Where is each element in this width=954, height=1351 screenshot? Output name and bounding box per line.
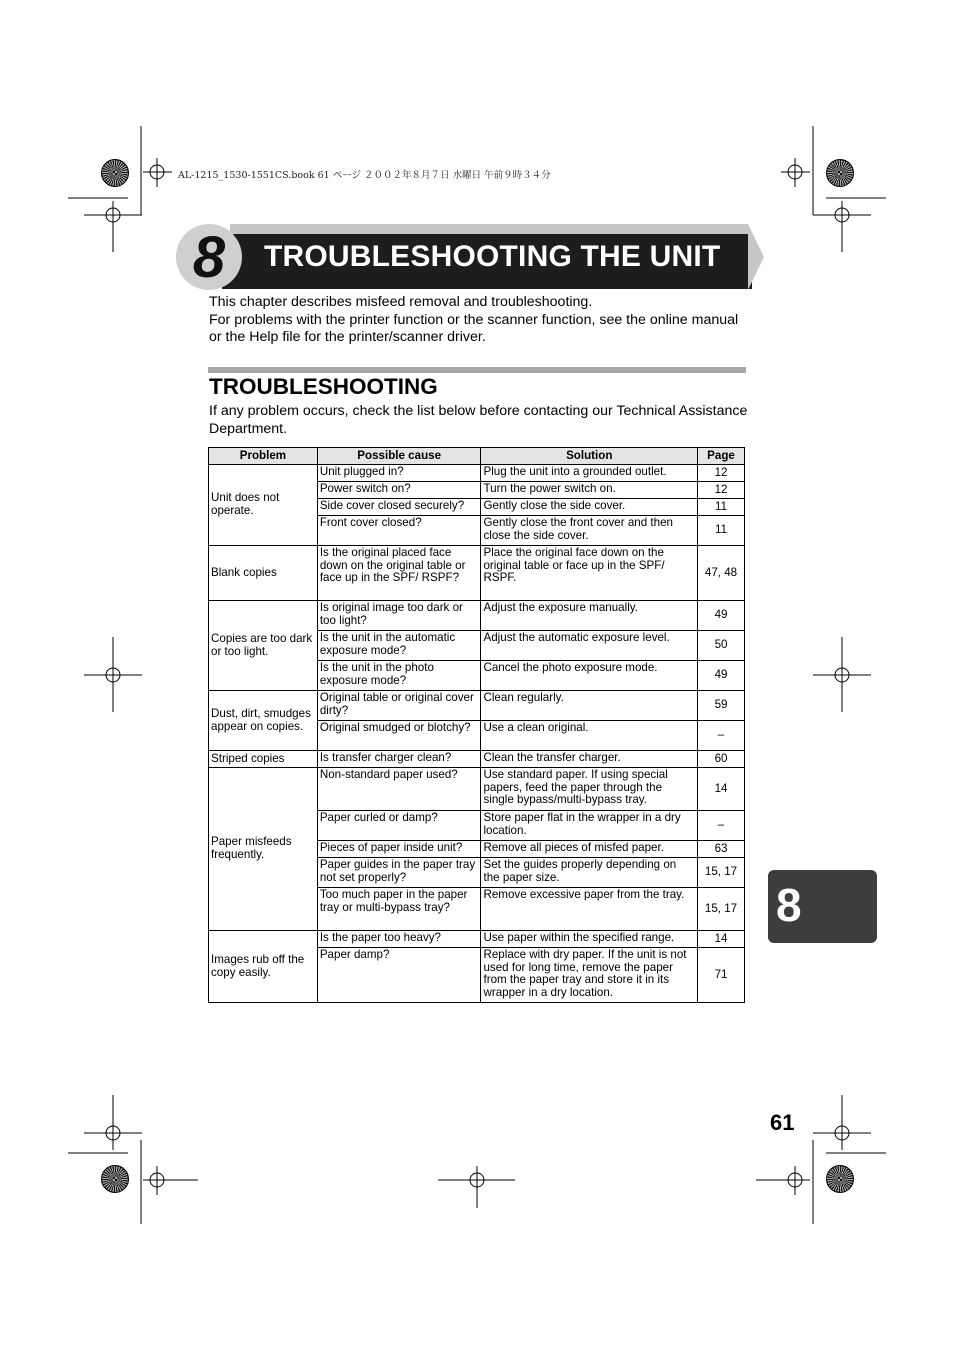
- page-cell: 14: [698, 931, 745, 948]
- table-header-row: [209, 448, 745, 465]
- table-row: [209, 601, 745, 631]
- column-header: Problem: [209, 448, 318, 465]
- cause-cell: Side cover closed securely?: [317, 499, 481, 516]
- table-row: [209, 751, 745, 768]
- solution-cell: Replace with dry paper. If the unit is not used for long time, remove the paper from the paper tray and store it in its wrapper in a dry location.: [481, 948, 698, 1003]
- solution-cell: Plug the unit into a grounded outlet.: [481, 465, 698, 482]
- table-row: [209, 931, 745, 948]
- chapter-side-tab-number: 8: [776, 879, 802, 931]
- page-cell: 11: [698, 516, 745, 546]
- page-cell: 63: [698, 841, 745, 858]
- page-cell: 49: [698, 601, 745, 631]
- solution-cell: Use paper within the specified range.: [481, 931, 698, 948]
- solution-cell: Use a clean original.: [481, 721, 698, 751]
- page-cell: 50: [698, 631, 745, 661]
- column-header: Page: [698, 448, 745, 465]
- solution-cell: Gently close the side cover.: [481, 499, 698, 516]
- table-row: [209, 691, 745, 721]
- section-divider: [208, 367, 746, 373]
- table-row: [209, 768, 745, 811]
- solution-cell: Set the guides properly depending on the paper size.: [481, 858, 698, 888]
- page-cell: 49: [698, 661, 745, 691]
- cause-cell: Too much paper in the paper tray or multi-bypass tray?: [317, 888, 481, 931]
- page-number: 61: [770, 1110, 795, 1135]
- page-cell: 71: [698, 948, 745, 1003]
- cause-cell: Paper damp?: [317, 948, 481, 1003]
- page-cell: 12: [698, 465, 745, 482]
- page-cell: 47, 48: [698, 546, 745, 601]
- chapter-arrow-icon: [748, 224, 764, 290]
- table-row: [209, 546, 745, 601]
- solution-cell: Adjust the automatic exposure level.: [481, 631, 698, 661]
- cause-cell: Original table or original cover dirty?: [317, 691, 481, 721]
- intro-line: This chapter describes misfeed removal and troubleshooting.: [209, 294, 593, 310]
- cause-cell: Is original image too dark or too light?: [317, 601, 481, 631]
- chapter-number-badge: 8: [176, 224, 242, 290]
- solution-cell: Remove all pieces of misfed paper.: [481, 841, 698, 858]
- page-cell: 11: [698, 499, 745, 516]
- problem-cell: Striped copies: [209, 751, 318, 768]
- cause-cell: Is the paper too heavy?: [317, 931, 481, 948]
- column-header: Possible cause: [317, 448, 481, 465]
- page-cell: 59: [698, 691, 745, 721]
- solution-cell: Turn the power switch on.: [481, 482, 698, 499]
- cause-cell: Pieces of paper inside unit?: [317, 841, 481, 858]
- solution-cell: Adjust the exposure manually.: [481, 601, 698, 631]
- cause-cell: Paper curled or damp?: [317, 811, 481, 841]
- page-cell: 15, 17: [698, 888, 745, 931]
- section-intro: If any problem occurs, check the list below before contacting our Technical Assistance Department.: [209, 403, 748, 437]
- cause-cell: Front cover closed?: [317, 516, 481, 546]
- solution-cell: Use standard paper. If using special papers, feed the paper through the single bypass/multi-bypass tray.: [481, 768, 698, 811]
- table-row: [209, 465, 745, 482]
- solution-cell: Clean the transfer charger.: [481, 751, 698, 768]
- solution-cell: Place the original face down on the original table or face up in the SPF/ RSPF.: [481, 546, 698, 601]
- solution-cell: Clean regularly.: [481, 691, 698, 721]
- solution-cell: Remove excessive paper from the tray.: [481, 888, 698, 931]
- solution-cell: Gently close the front cover and then close the side cover.: [481, 516, 698, 546]
- cause-cell: Original smudged or blotchy?: [317, 721, 481, 751]
- cause-cell: Is the unit in the automatic exposure mode?: [317, 631, 481, 661]
- page-cell: –: [698, 721, 745, 751]
- page-cell: 12: [698, 482, 745, 499]
- troubleshooting-table: [208, 447, 745, 1003]
- intro-line: For problems with the printer function or the scanner function, see the online manual or the Help file for the printer/scanner driver.: [209, 311, 739, 346]
- cause-cell: Unit plugged in?: [317, 465, 481, 482]
- page-cell: –: [698, 811, 745, 841]
- chapter-title: TROUBLESHOOTING THE UNIT: [264, 240, 721, 273]
- section-title: TROUBLESHOOTING: [209, 374, 438, 399]
- cause-cell: Is the original placed face down on the original table or face up in the SPF/ RSPF?: [317, 546, 481, 601]
- page-cell: 60: [698, 751, 745, 768]
- solution-cell: Store paper flat in the wrapper in a dry location.: [481, 811, 698, 841]
- solution-cell: Cancel the photo exposure mode.: [481, 661, 698, 691]
- page-cell: 14: [698, 768, 745, 811]
- page-cell: 15, 17: [698, 858, 745, 888]
- cause-cell: Power switch on?: [317, 482, 481, 499]
- problem-cell: Copies are too dark or too light.: [209, 601, 318, 691]
- problem-cell: Unit does not operate.: [209, 465, 318, 546]
- problem-cell: Images rub off the copy easily.: [209, 931, 318, 1003]
- chapter-intro: [209, 294, 749, 347]
- cause-cell: Paper guides in the paper tray not set properly?: [317, 858, 481, 888]
- problem-cell: Blank copies: [209, 546, 318, 601]
- cause-cell: Is transfer charger clean?: [317, 751, 481, 768]
- cause-cell: Non-standard paper used?: [317, 768, 481, 811]
- problem-cell: Paper misfeeds frequently.: [209, 768, 318, 931]
- cause-cell: Is the unit in the photo exposure mode?: [317, 661, 481, 691]
- column-header: Solution: [481, 448, 698, 465]
- problem-cell: Dust, dirt, smudges appear on copies.: [209, 691, 318, 751]
- print-header: AL-1215_1530-1551CS.book 61 ページ ２００２年８月７日 水曜日 午前９時３４分: [178, 170, 551, 181]
